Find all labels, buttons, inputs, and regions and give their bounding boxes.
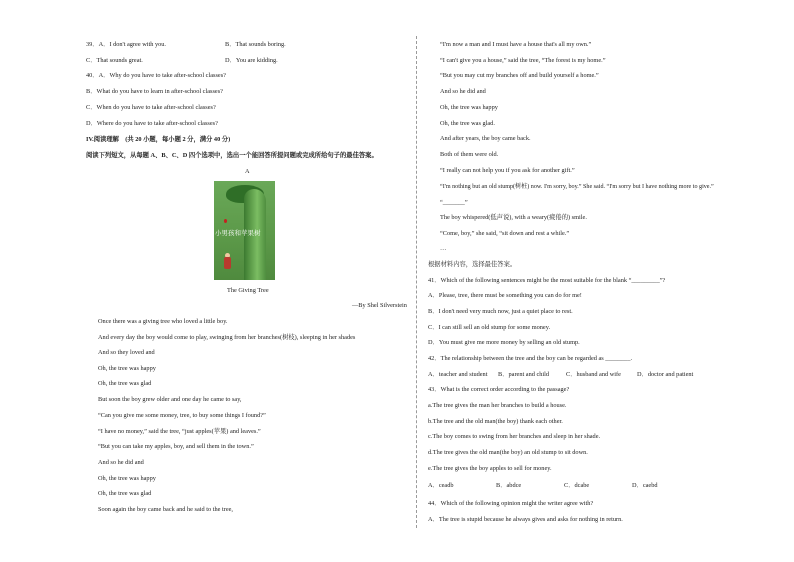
q43-event-b: b.The tree and the old man(the boy) thank each other. — [428, 418, 563, 425]
passage-line: And so they loved and — [98, 349, 155, 356]
passage-line: But soon the boy grew older and one day he came to say, — [98, 396, 242, 403]
passage-line: Oh, the tree was glad. — [440, 120, 495, 127]
passage-line: “I really can not help you if you ask for another gift.” — [440, 167, 575, 174]
passage-line: The boy whispered(低声说), with a weary(疲倦的) smile. — [440, 214, 587, 221]
q43-event-e: e.The tree gives the boy apples to sell for money. — [428, 465, 552, 472]
q39-option-b: B．That sounds boring. — [225, 41, 286, 48]
section-heading: IV.阅读理解 (共 20 小题，每小题 2 分，满分 40 分) — [86, 136, 231, 143]
passage-line: “Can you give me some money, tree, to buy some things I found?” — [98, 412, 266, 419]
q42-option-d: D．doctor and patient — [637, 371, 694, 378]
q39-option-d: D．You are kidding. — [225, 57, 278, 64]
passage-label: A — [245, 168, 250, 175]
q39-option-a: 39．A．I don't agree with you. — [86, 41, 167, 48]
q41-stem: 41．Which of the following sentences might be the most suitable for the blank “_________”? — [428, 277, 666, 284]
passage-line: Once there was a giving tree who loved a little boy. — [98, 318, 228, 325]
instructions: 阅读下列短文，从每题 A、B、C、D 四个选项中，选出一个能回答所提问题或完成所给句子的最佳答案。 — [86, 152, 378, 159]
passage-line: Oh, the tree was happy — [440, 104, 498, 111]
passage-line: “But you can take my apples, boy, and sell them in the town.” — [98, 443, 254, 450]
passage-line: And every day the boy would come to play, swinging from her branches(树枝), sleeping in her shades — [98, 334, 356, 341]
q44-stem: 44．Which of the following opinion might the writer agree with? — [428, 500, 594, 507]
q43-event-d: d.The tree gives the old man(the boy) an old stump to sit down. — [428, 449, 588, 456]
passage-line: Oh, the tree was glad — [98, 490, 152, 497]
q42-option-b: B．parent and child — [498, 371, 550, 378]
passage-line: Oh, the tree was happy — [98, 475, 156, 482]
q43-event-c: c.The boy comes to swing from her branches and sleep in her shade. — [428, 433, 601, 440]
q43-event-a: a.The tree gives the man her branches to build a house. — [428, 402, 567, 409]
passage-line: “I have no money,” said the tree, “just apples(苹果) and leaves.” — [98, 428, 261, 435]
passage-blank: “_______” — [440, 199, 468, 206]
q40-option-c: C．When do you have to take after-school classes? — [86, 104, 216, 111]
passage-line: Both of them were old. — [440, 151, 499, 158]
questions-instruction: 根据材料内容，选择最佳答案。 — [428, 261, 517, 268]
passage-line: And so he did and — [98, 459, 144, 466]
q42-option-c: C．husband and wife — [566, 371, 621, 378]
passage-line: “I'm nothing but an old stump(树桩) now. I'm sorry, boy.” She said. “I'm sorry but I have nothing more to give.” — [440, 184, 714, 190]
q42-stem: 42．The relationship between the tree and the boy can be regarded as ________. — [428, 355, 633, 362]
q41-option-c: C．I can still sell an old stump for some money. — [428, 324, 551, 331]
q44-option-a: A．The tree is stupid because he always gives and asks for nothing in return. — [428, 516, 623, 523]
q40-option-d: D．Where do you have to take after-school classes? — [86, 120, 218, 127]
q42-option-a: A．teacher and student — [428, 371, 488, 378]
passage-line: And so he did and — [440, 88, 486, 95]
q43-option-c: C．dcabe — [564, 482, 590, 489]
q39-option-c: C．That sounds great. — [86, 57, 143, 64]
passage-line: Oh, the tree was happy — [98, 365, 156, 372]
q43-option-a: A．ceadb — [428, 482, 454, 489]
passage-line: “Come, boy,” she said, “sit down and rest a while.” — [440, 230, 570, 237]
q41-option-b: B．I don't need very much now, just a quiet place to rest. — [428, 308, 573, 315]
passage-line: Soon again the boy came back and he said to the tree, — [98, 506, 233, 513]
q41-option-d: D．You must give me more money by selling an old stump. — [428, 339, 580, 346]
passage-line: “I'm now a man and I must have a house that's all my own.” — [440, 41, 592, 48]
q40-option-b: B．What do you have to learn in after-school classes? — [86, 88, 223, 95]
passage-line: Oh, the tree was glad — [98, 380, 152, 387]
cover-title: 小男孩和苹果树 — [215, 229, 261, 237]
passage-line: And after years, the boy came back. — [440, 135, 531, 142]
q41-option-a: A．Please, tree, there must be something you can do for me! — [428, 292, 582, 299]
passage-author: —By Shel Silverstein — [352, 302, 407, 309]
passage-ellipsis: … — [440, 245, 447, 252]
q43-option-b: B．abdce — [496, 482, 522, 489]
q43-option-d: D．caebd — [632, 482, 658, 489]
passage-title: The Giving Tree — [227, 287, 269, 294]
passage-line: “I can't give you a house,” said the tree, “The forest is my home.” — [440, 57, 606, 64]
q40-option-a: 40．A．Why do you have to take after-school classes? — [86, 72, 226, 79]
q43-stem: 43．What is the correct order according to the passage? — [428, 386, 570, 393]
passage-line: “But you may cut my branches off and build yourself a home.” — [440, 72, 599, 79]
